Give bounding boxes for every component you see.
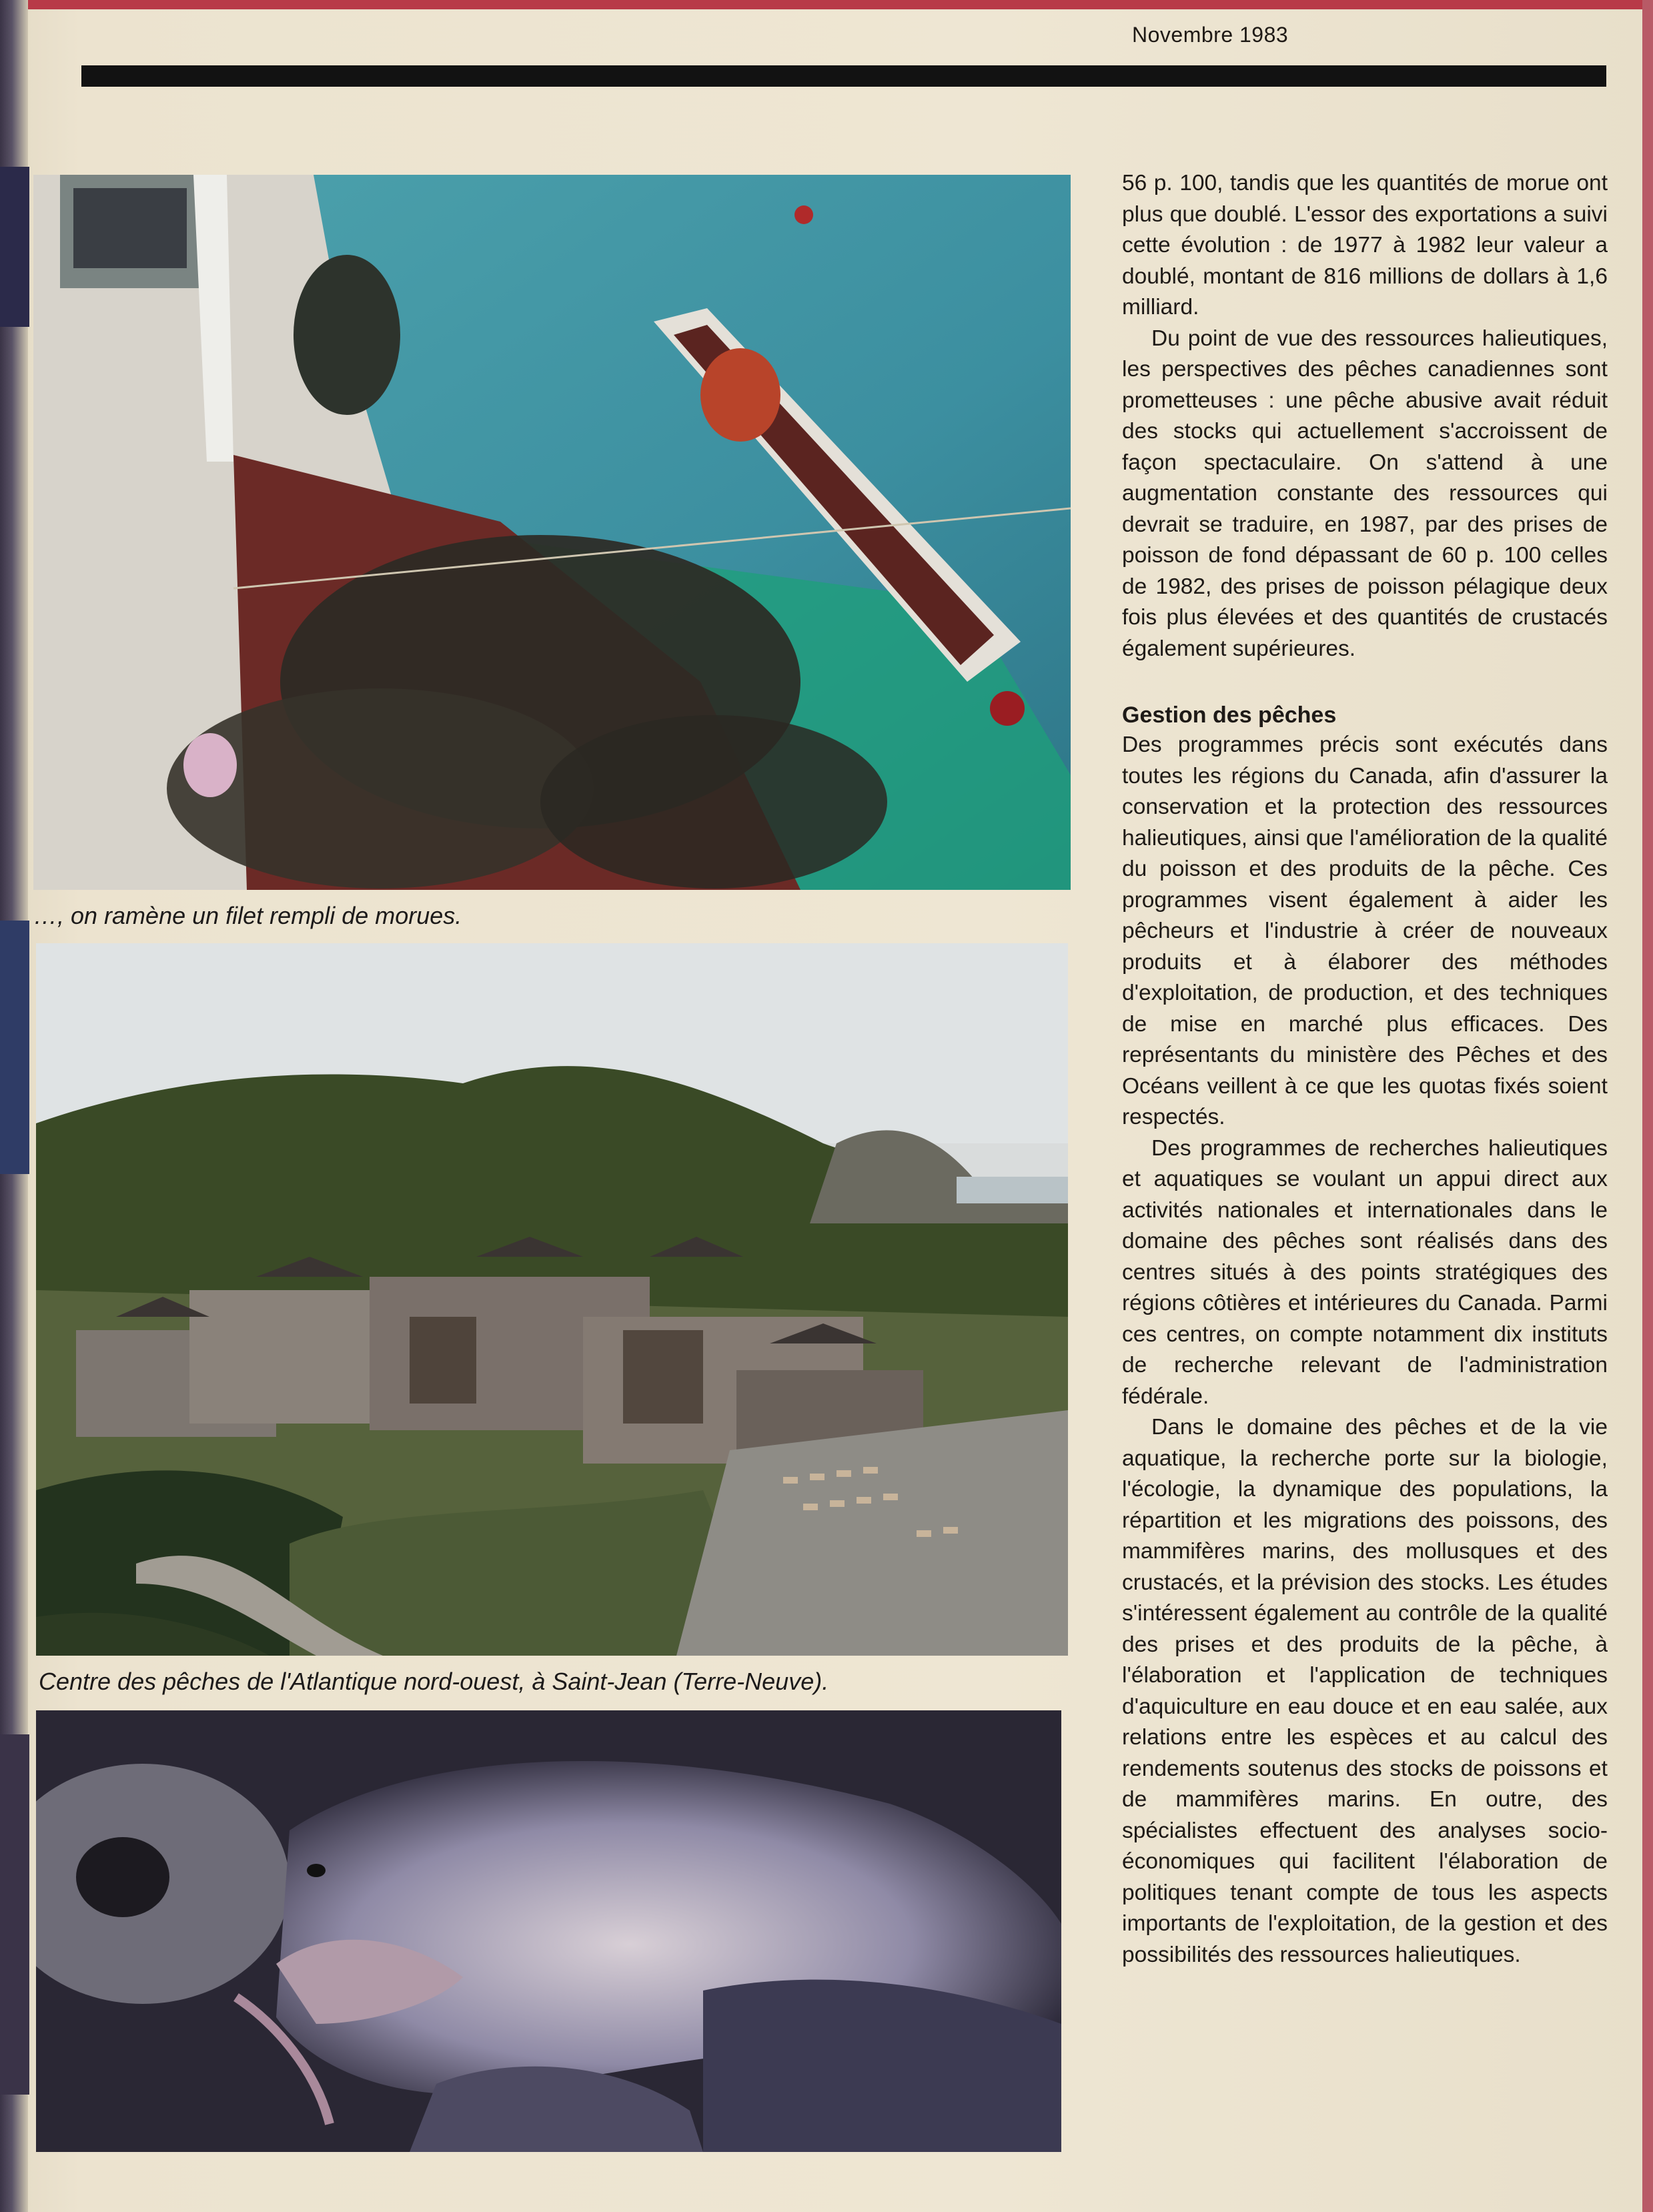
cod-closeup-illustration xyxy=(36,1710,1061,2152)
article-column xyxy=(1122,168,1608,1971)
article-paragraph: Dans le domaine des pêches et de la vie aquatique, la recherche porte sur la biologie, l'écologie, la dynamique des populations, la répartition et les migrations des poissons, des mammifères marins, des mollusques et des crustacés, et la prévision des stocks. Les études s'intéressent également au contrôle de la qualité des prises et des produits de la pêche, à l'élaboration et l'application de techniques d'aquiculture en eau douce et en eau salée, aux relations entre les espèces et au calcul des rendements soutenus des stocks de poissons et de mammifères marins. En outre, des spécialistes effectuent des analyses socio-économiques qui facilitent l'élaboration de politiques tenant compte de tous les aspects importants de l'exploitation, de la gestion et des possibilités des ressources halieutiques. xyxy=(1122,1415,1608,1967)
article-paragraph: 56 p. 100, tandis que les quantités de morue ont plus que doublé. L'essor des exportations a suivi cette évolution : de 1977 à 1982 leur valeur a doublé, montant de 816 millions de dollars à 1,6 milliard. xyxy=(1122,171,1608,320)
fisheries-centre-illustration xyxy=(36,943,1068,1656)
adjacent-page-strip xyxy=(0,1734,29,2095)
centre-photo-caption: Centre des pêches de l'Atlantique nord-ouest, à Saint-Jean (Terre-Neuve). xyxy=(39,1668,829,1695)
top-edge xyxy=(0,0,1653,9)
adjacent-page-strip xyxy=(0,167,29,327)
adjacent-page-strip xyxy=(0,921,29,1174)
article-paragraph: Du point de vue des ressources halieutiques, les perspectives des pêches canadiennes sont prometteuses : une pêche abusive avait réduit des stocks qui actuellement s'accroissent de façon spectaculaire. On s'attend à une augmentation constante des ressources qui devrait se traduire, en 1987, par des prises de poisson de fond dépassant de 60 p. 100 celles de 1982, des prises de poisson pélagique deux fois plus élevées et des quantités de crustacés également supérieures. xyxy=(1122,326,1608,661)
fisheries-centre-photo xyxy=(36,943,1068,1656)
header-rule xyxy=(81,65,1606,87)
section-heading: Gestion des pêches xyxy=(1122,702,1337,728)
fishing-photo-caption: …, on ramène un filet rempli de morues. xyxy=(33,902,462,929)
right-edge xyxy=(1642,0,1653,2212)
article-paragraph: Des programmes de recherches halieutiques et aquatiques se voulant un appui direct aux activités nationales et internationales dans le domaine des pêches sont réalisés dans des centres situés à des points stratégiques des régions côtières et intérieures du Canada. Parmi ces centres, on compte notamment dix instituts de recherche relevant de l'administration fédérale. xyxy=(1122,1135,1608,1409)
fishing-net-photo xyxy=(33,175,1071,890)
fishing-net-illustration xyxy=(33,175,1071,890)
cod-closeup-photo xyxy=(36,1710,1061,2152)
article-paragraph: Des programmes précis sont exécutés dans toutes les régions du Canada, afin d'assurer la conservation et la protection des ressources halieutiques, ainsi que l'amélioration de la qualité du poisson et des produits de la pêche. Ces programmes visent également à aider les pêcheurs et l'industrie à créer de nouveaux produits et à élaborer des méthodes d'exploitation, de production, et des techniques de mise en marché plus efficaces. Des représentants du ministère des Pêches et des Océans veillent à ce que les quotas fixés soient respectés. xyxy=(1122,732,1608,1129)
issue-date: Novembre 1983 xyxy=(1132,23,1289,47)
